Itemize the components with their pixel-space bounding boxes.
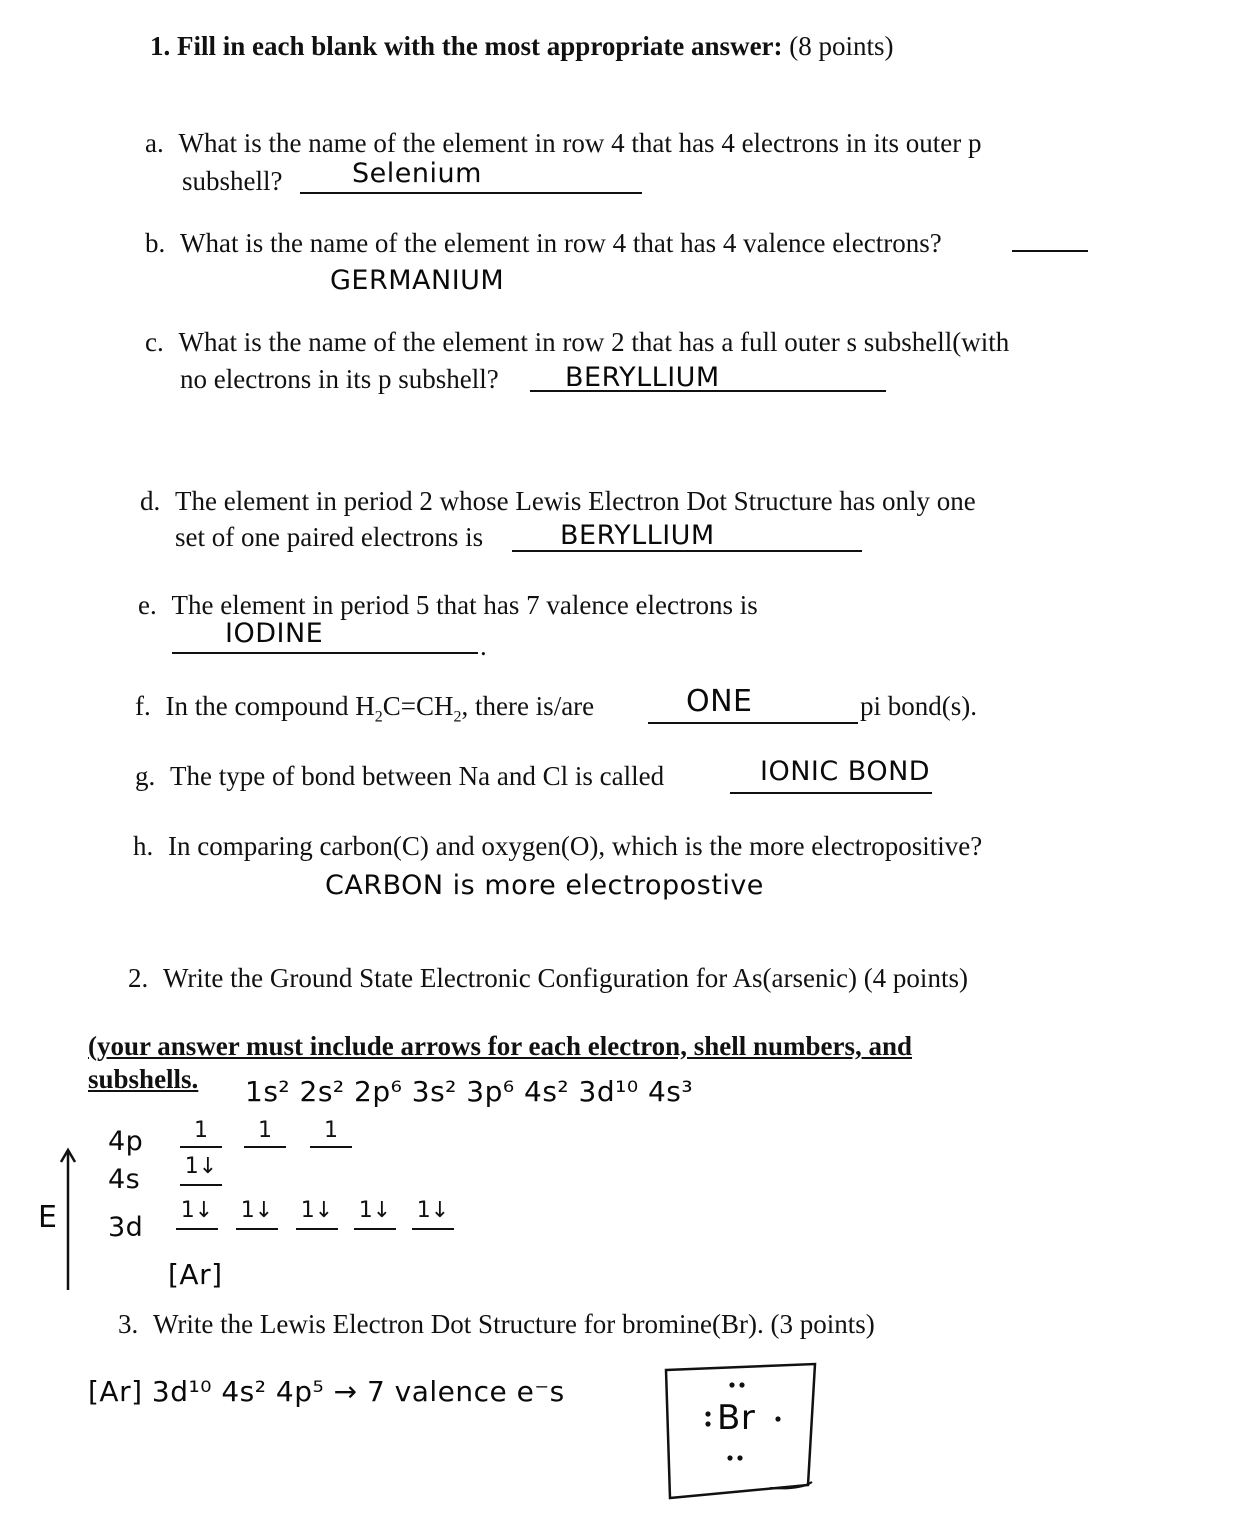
orbital-4p-2: 1 xyxy=(258,1118,272,1143)
q1g-answer: IONIC BOND xyxy=(760,756,931,787)
core-label: [Ar] xyxy=(168,1258,223,1291)
lewis-symbol: Br xyxy=(717,1398,756,1438)
q2-note1: (your answer must include arrows for each electron, shell numbers, and xyxy=(88,1031,913,1061)
q1c-text: What is the name of the element in row 2 that has a full outer s subshell(with xyxy=(178,327,1010,357)
energy-arrow xyxy=(55,1140,95,1300)
q1f-text-after: , there is/are xyxy=(461,691,595,721)
orbital-3d-1: 1↓ xyxy=(180,1198,214,1223)
lewis-dot xyxy=(729,1382,734,1387)
q1h-text: In comparing carbon(C) and oxygen(O), which is the more electropositive? xyxy=(168,831,983,861)
q1f-blank[interactable] xyxy=(648,722,858,724)
q1d-answer: BERYLLIUM xyxy=(560,520,715,551)
q1e-line1 xyxy=(138,589,758,621)
q1b-text: What is the name of the element in row 4 that has 4 valence electrons? xyxy=(180,228,942,258)
orbital-line xyxy=(180,1146,222,1148)
orbital-3d-3: 1↓ xyxy=(300,1198,334,1223)
q1f-text-mid: C=CH xyxy=(382,691,454,721)
q1d-text: The element in period 2 whose Lewis Electron Dot Structure has only one xyxy=(175,486,976,516)
orbital-4p-1: 1 xyxy=(194,1118,208,1143)
orbital-line xyxy=(180,1184,222,1186)
orbital-line xyxy=(244,1146,286,1148)
q1a-text2: subshell? xyxy=(182,166,283,196)
q1f-end: pi bond(s). xyxy=(860,691,977,721)
orbital-line xyxy=(412,1228,454,1230)
orbital-line xyxy=(176,1228,218,1230)
level-label-3d: 3d xyxy=(108,1212,144,1243)
q2-text: Write the Ground State Electronic Configuration for As(arsenic) (4 points) xyxy=(163,963,968,993)
q1b-answer: GERMANIUM xyxy=(330,265,505,296)
orbital-3d-2: 1↓ xyxy=(240,1198,274,1223)
q1a-line1 xyxy=(145,127,982,159)
q1c-label: c. xyxy=(145,327,164,357)
orbital-3d-5: 1↓ xyxy=(416,1198,450,1223)
q1g-blank[interactable] xyxy=(730,792,932,794)
q1-heading xyxy=(150,30,894,62)
q3-text: Write the Lewis Electron Dot Structure for bromine(Br). (3 points) xyxy=(153,1309,875,1339)
lewis-dot xyxy=(739,1382,744,1387)
q1e-blank[interactable] xyxy=(172,652,478,654)
orbital-line xyxy=(310,1146,352,1148)
lewis-dot xyxy=(775,1416,780,1421)
q2-heading xyxy=(128,962,968,994)
lewis-dot xyxy=(737,1455,742,1460)
q3-number: 3. xyxy=(118,1309,139,1339)
orbital-4s-1: 1↓ xyxy=(184,1154,218,1179)
q1f-sub1: 2 xyxy=(374,708,383,726)
q1e-label: e. xyxy=(138,590,157,620)
q1-number: 1. xyxy=(150,31,171,61)
orbital-4p-3: 1 xyxy=(324,1118,338,1143)
energy-label: E xyxy=(38,1200,58,1235)
q1f-line1 xyxy=(135,690,594,727)
q1b-blank[interactable] xyxy=(1012,250,1088,252)
q1d-text2: set of one paired electrons is xyxy=(175,522,484,552)
q1a-blank[interactable] xyxy=(300,192,642,194)
orbital-line xyxy=(354,1228,396,1230)
q1d-line1 xyxy=(140,485,976,517)
q1-points: (8 points) xyxy=(789,31,894,61)
q1c-line1 xyxy=(145,326,1009,358)
q1-title: Fill in each blank with the most appropriate answer: xyxy=(177,31,783,61)
q1h-answer: CARBON is more electropostive xyxy=(325,870,764,901)
q1g-label: g. xyxy=(135,761,156,791)
q1e-end: . xyxy=(480,631,487,661)
q1f-sub2: 2 xyxy=(453,708,462,726)
q3-work: [Ar] 3d¹⁰ 4s² 4p⁵ → 7 valence e⁻s xyxy=(88,1375,565,1408)
q1a-text: What is the name of the element in row 4 that has 4 electrons in its outer p xyxy=(178,128,982,158)
q2-number: 2. xyxy=(128,963,149,993)
q1c-text2: no electrons in its p subshell? xyxy=(180,364,499,394)
q2-config: 1s² 2s² 2p⁶ 3s² 3p⁶ 4s² 3d¹⁰ 4s³ xyxy=(245,1075,694,1108)
q1h-line1 xyxy=(133,830,982,862)
q1e-answer: IODINE xyxy=(225,618,324,649)
q2-note2: subshells. xyxy=(88,1064,199,1094)
lewis-dot xyxy=(705,1421,710,1426)
q1f-text-before: In the compound H xyxy=(165,691,375,721)
q1h-label: h. xyxy=(133,831,154,861)
orbital-line xyxy=(296,1228,338,1230)
q1f-answer: ONE xyxy=(686,684,753,719)
q3-heading xyxy=(118,1308,875,1340)
orbital-3d-4: 1↓ xyxy=(358,1198,392,1223)
level-label-4s: 4s xyxy=(108,1164,141,1195)
q1d-label: d. xyxy=(140,486,161,516)
q1f-label: f. xyxy=(135,691,151,721)
lewis-dot xyxy=(705,1411,710,1416)
q1a-label: a. xyxy=(145,128,164,158)
orbital-line xyxy=(236,1228,278,1230)
q1a-answer: Selenium xyxy=(352,158,482,189)
q1b-line1 xyxy=(145,227,942,259)
q1e-text: The element in period 5 that has 7 valence electrons is xyxy=(171,590,758,620)
q1g-text: The type of bond between Na and Cl is called xyxy=(170,761,665,791)
level-label-4p: 4p xyxy=(108,1126,144,1157)
q1g-line1 xyxy=(135,760,664,792)
q1c-answer: BERYLLIUM xyxy=(565,362,720,393)
q1b-label: b. xyxy=(145,228,166,258)
lewis-dot xyxy=(727,1455,732,1460)
